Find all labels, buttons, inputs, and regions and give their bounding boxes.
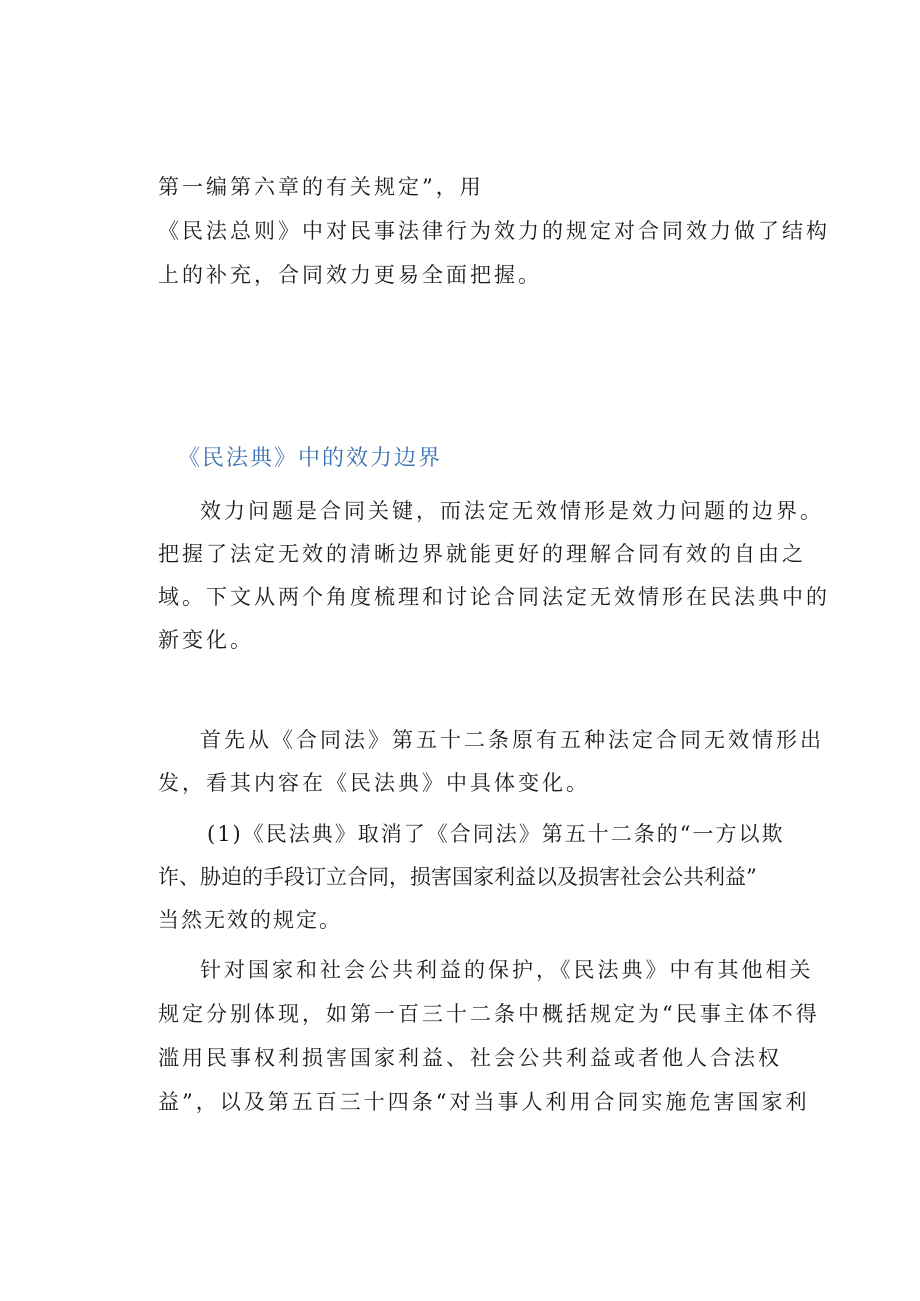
- paragraph-line: 把握了法定无效的清晰边界就能更好的理解合同有效的自由之: [158, 542, 806, 566]
- paragraph-line: 发，看其内容在《民法典》中具体变化。: [158, 771, 590, 795]
- paragraph-line: 规定分别体现，如第一百三十二条中概括规定为“民事主体不得: [158, 1002, 820, 1026]
- paragraph-line: 当然无效的规定。: [158, 908, 342, 932]
- paragraph-line: (1)《民法典》取消了《合同法》第五十二条的“一方以欺: [207, 822, 785, 846]
- paragraph-line: 新变化。: [158, 628, 254, 652]
- paragraph-line: 效力问题是合同关键，而法定无效情形是效力问题的边界。: [200, 499, 824, 523]
- paragraph-line: 诈、胁迫的手段订立合同，损害国家利益以及损害社会公共利益”: [158, 865, 757, 889]
- paragraph-line: 首先从《合同法》第五十二条原有五种法定合同无效情形出: [200, 728, 824, 752]
- section-heading: 《民法典》中的效力边界: [178, 446, 443, 471]
- intro-line: 上的补充，合同效力更易全面把握。: [158, 263, 542, 287]
- intro-line: 第一编第六章的有关规定”，用: [158, 175, 484, 199]
- intro-line: 《民法总则》中对民事法律行为效力的规定对合同效力做了结构: [158, 219, 830, 243]
- paragraph-line: 针对国家和社会公共利益的保护，《民法典》中有其他相关: [200, 958, 814, 982]
- paragraph-line: 滥用民事权利损害国家利益、社会公共利益或者他人合法权: [158, 1046, 782, 1070]
- paragraph-line: 域。下文从两个角度梳理和讨论合同法定无效情形在民法典中的: [158, 585, 830, 609]
- paragraph-line: 益”，以及第五百三十四条“对当事人利用合同实施危害国家利: [158, 1090, 810, 1114]
